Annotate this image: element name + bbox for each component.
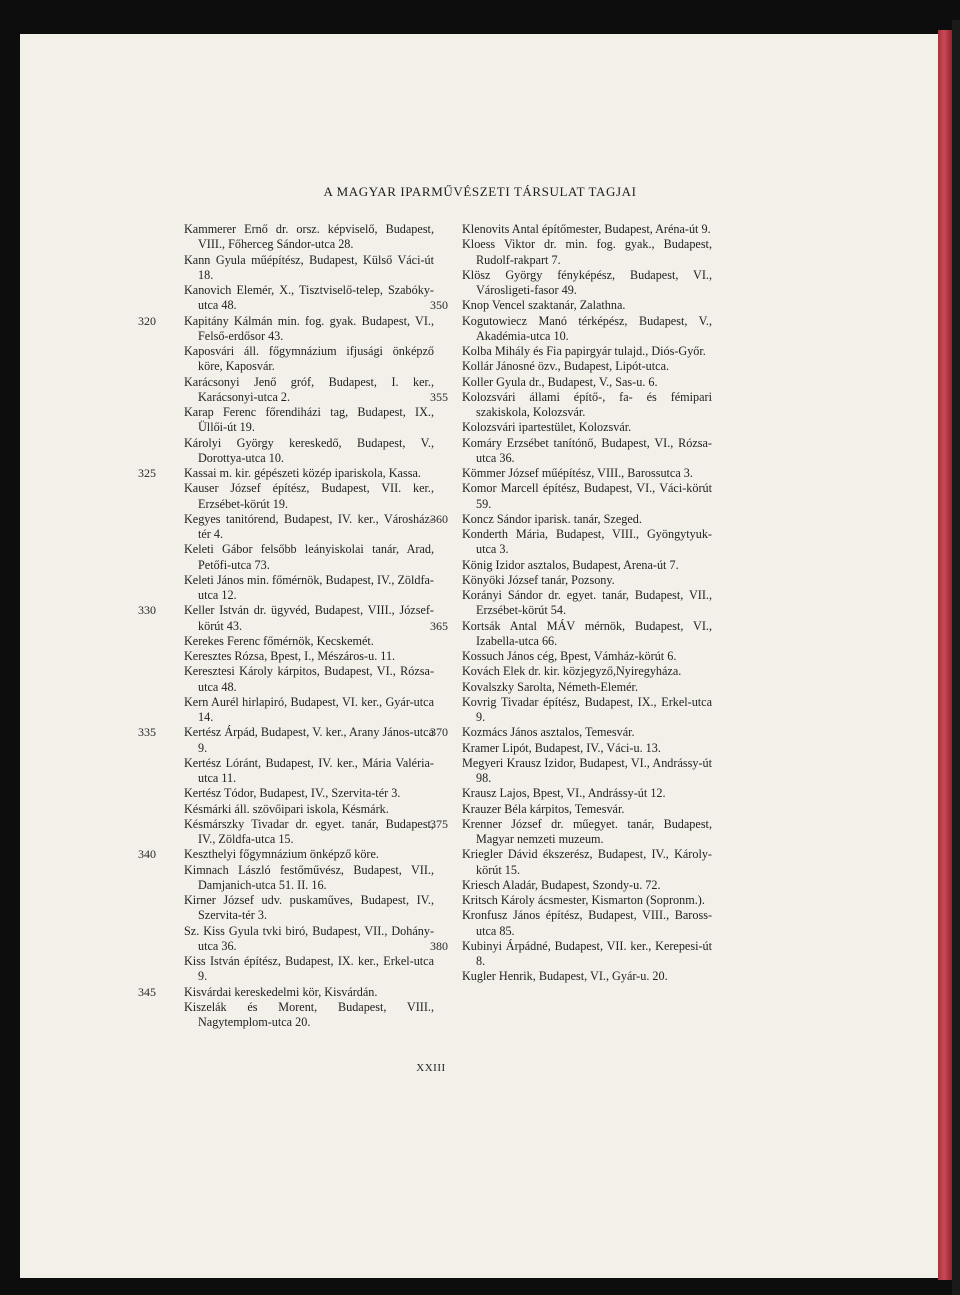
entry-number: 345: [138, 984, 156, 999]
entry-text: Kriesch Aladár, Budapest, Szondy-u. 72.: [462, 877, 661, 892]
entry-number: 355: [430, 389, 448, 404]
entry-text: Kramer Lipót, Budapest, IV., Váci-u. 13.: [462, 740, 661, 755]
entry-number: 375: [430, 816, 448, 831]
member-entry: [462, 588, 712, 619]
member-entry: [184, 542, 434, 573]
entry-number: 325: [138, 466, 156, 480]
entry-number: 340: [138, 847, 156, 862]
member-entry: [184, 817, 434, 848]
member-entry: [462, 695, 712, 726]
member-entry: [462, 466, 712, 481]
entry-text: Kovrig Tivadar építész, Budapest, IX., Erkel-utca 9.: [462, 694, 712, 724]
member-entry: [462, 847, 712, 878]
entry-text: Kirner József udv. puskaműves, Budapest, IV., Szervita-tér 3.: [184, 893, 434, 923]
member-entry: [462, 802, 712, 817]
entry-text: Megyeri Krausz Izidor, Budapest, VI., Andrássy-út 98.: [462, 755, 712, 785]
entry-text: Komáry Erzsébet tanítónő, Budapest, VI., Rózsa-utca 36.: [462, 435, 712, 465]
member-entry: [184, 863, 434, 894]
entry-text: Kaposvári áll. főgymnázium ifjusági önképző köre, Kaposvár.: [184, 344, 434, 374]
entry-text: Kauser József építész, Budapest, VII. ker., Erzsébet-körút 19.: [184, 481, 434, 511]
member-entry: [462, 908, 712, 939]
member-entry: [462, 314, 712, 345]
entry-text: Kogutowiecz Manó térképész, Budapest, V., Akadémia-utca 10.: [462, 313, 712, 343]
entry-text: Krenner József dr. műegyet. tanár, Budapest, Magyar nemzeti muzeum.: [462, 816, 712, 846]
member-entry: [462, 756, 712, 787]
entry-text: Kozmács János asztalos, Temesvár.: [462, 725, 635, 740]
entry-text: Kiszelák és Morent, Budapest, VIII., Nagytemplom-utca 20.: [184, 999, 434, 1029]
entry-text: Kegyes tanitórend, Budapest, IV. ker., Városház-tér 4.: [184, 511, 434, 541]
member-entry: [184, 802, 434, 817]
member-entry: [184, 253, 434, 284]
entry-text: Keleti Gábor felsőbb leányiskolai tanár, Arad, Petőfi-utca 73.: [184, 542, 434, 572]
member-entry: [462, 344, 712, 359]
entry-text: Kertész Tódor, Budapest, IV., Szervita-tér 3.: [184, 786, 401, 801]
entry-number: 370: [430, 725, 448, 740]
member-entry: [184, 695, 434, 726]
entry-text: Sz. Kiss Gyula tvki biró, Budapest, VII., Dohány-utca 36.: [184, 923, 434, 953]
member-entry: [462, 375, 712, 390]
entry-text: Krausz Lajos, Bpest, VI., Andrássy-út 12.: [462, 786, 666, 801]
member-entry: [184, 786, 434, 801]
member-entry: [138, 313, 434, 345]
member-entry: [184, 481, 434, 512]
entry-text: Kolba Mihály és Fia papirgyár tulajd., Diós-Győr.: [462, 344, 706, 358]
member-entry: [462, 969, 712, 984]
entry-text: Keleti János min. főmérnök, Budapest, IV., Zöldfa-utca 12.: [184, 572, 434, 602]
entry-text: Kanovich Elemér, X., Tisztviselő-telep, Szabóky-utca 48.: [184, 283, 434, 313]
member-entry: [138, 603, 434, 634]
entry-text: Koller Gyula dr., Budapest, V., Sas-u. 6.: [462, 374, 658, 389]
member-entry: [462, 268, 712, 299]
entry-text: Kritsch Károly ácsmester, Kismarton (Sopronm.).: [462, 893, 705, 907]
member-entry: [184, 512, 434, 543]
entry-text: Konderth Mária, Budapest, VIII., Gyöngytyuk-utca 3.: [462, 527, 712, 557]
entry-text: Krauzer Béla kárpitos, Temesvár.: [462, 801, 625, 816]
entry-number: 365: [430, 618, 448, 633]
member-entry: [184, 954, 434, 985]
entry-text: Kapitány Kálmán min. fog. gyak. Budapest, VI., Felső-erdősor 43.: [184, 313, 434, 343]
member-entry: [462, 420, 712, 435]
entry-text: Kossuch János cég, Bpest, Vámház-körút 6.: [462, 649, 677, 663]
entry-text: Kimnach László festőművész, Budapest, VII., Damjanich-utca 51. II. 16.: [184, 862, 434, 892]
entry-text: Kassai m. kir. gépészeti közép ipariskola, Kassa.: [184, 466, 421, 480]
entry-text: Knop Vencel szaktanár, Zalathna.: [462, 298, 626, 313]
member-entry: [462, 527, 712, 558]
entry-text: Kertész Árpád, Budapest, V. ker., Arany János-utca 9.: [184, 725, 434, 755]
entry-text: Kerekes Ferenc főmérnök, Kecskemét.: [184, 633, 374, 648]
entry-number: 330: [138, 603, 156, 618]
member-entry: [184, 634, 434, 649]
entry-text: König Izidor asztalos, Budapest, Arena-út 7.: [462, 557, 679, 572]
member-entry: [430, 511, 712, 527]
member-entry: [462, 680, 712, 695]
entry-text: Komor Marcell építész, Budapest, VI., Váci-körút 59.: [462, 481, 712, 511]
member-entry: [462, 664, 712, 679]
member-entry: [462, 649, 712, 664]
member-entry: [462, 786, 712, 801]
entry-number: 360: [430, 511, 448, 526]
book-edge-dark: [952, 20, 960, 1295]
entry-text: Kömmer József műépítész, VIII., Barossutca 3.: [462, 466, 693, 480]
member-entry: [184, 756, 434, 787]
entry-text: Keresztes Rózsa, Bpest, I., Mészáros-u. 11.: [184, 649, 396, 663]
entry-text: Kann Gyula műépítész, Budapest, Külső Váci-út 18.: [184, 252, 434, 282]
book-edge-red: [938, 30, 952, 1280]
member-entry: [462, 741, 712, 756]
entry-number: 350: [430, 298, 448, 313]
member-entry: [138, 725, 434, 756]
member-entry: [462, 573, 712, 588]
member-entry: [184, 405, 434, 436]
entry-text: Keszthelyi főgymnázium önképző köre.: [184, 847, 379, 862]
entry-text: Kortsák Antal MÁV mérnök, Budapest, VI., Izabella-utca 66.: [462, 618, 712, 648]
entry-text: Klenovits Antal építőmester, Budapest, Aréna-út 9.: [462, 222, 711, 236]
member-entry: [430, 389, 712, 421]
entry-text: Keller István dr. ügyvéd, Budapest, VIII., József-körút 43.: [184, 603, 434, 633]
member-entry: [430, 618, 712, 650]
entry-text: Koncz Sándor iparisk. tanár, Szeged.: [462, 511, 642, 526]
member-entry: [184, 893, 434, 924]
entry-text: Kisvárdai kereskedelmi kör, Kisvárdán.: [184, 984, 378, 999]
member-entry: [430, 725, 712, 740]
member-entry: [462, 237, 712, 268]
entry-text: Kovalszky Sarolta, Németh-Elemér.: [462, 679, 638, 694]
entry-text: Kovách Elek dr. kir. közjegyző,Nyiregyháza.: [462, 664, 682, 679]
entry-text: Kammerer Ernő dr. orsz. képviselő, Budapest, VIII., Főherceg Sándor-utca 28.: [184, 222, 434, 252]
member-entry: [462, 893, 712, 908]
member-entry: [138, 984, 434, 1000]
page-folio: XXIII: [416, 1062, 446, 1074]
page-header: A MAGYAR IPARMŰVÉSZETI TÁRSULAT TAGJAI: [323, 184, 637, 199]
member-entry: [184, 664, 434, 695]
entry-text: Klösz György fényképész, Budapest, VI., Városligeti-fasor 49.: [462, 267, 712, 297]
right-column: [430, 222, 712, 985]
entry-text: Kolozsvári állami építő-, fa- és fémipari szakiskola, Kolozsvár.: [462, 389, 712, 419]
member-entry: [184, 573, 434, 604]
member-entry: [462, 436, 712, 467]
entry-text: Karácsonyi Jenő gróf, Budapest, I. ker., Karácsonyi-utca 2.: [184, 374, 434, 404]
entry-text: Kern Aurél hirlapiró, Budapest, VI. ker., Gyár-utca 14.: [184, 694, 434, 724]
entry-text: Kronfusz János építész, Budapest, VIII., Baross-utca 85.: [462, 908, 712, 938]
entry-text: Korányi Sándor dr. egyet. tanár, Budapest, VII., Erzsébet-körút 54.: [462, 588, 712, 618]
member-entry: [462, 558, 712, 573]
entry-text: Kiss István építész, Budapest, IX. ker., Erkel-utca 9.: [184, 954, 434, 984]
entry-number: 380: [430, 938, 448, 953]
entry-text: Kugler Henrik, Budapest, VI., Gyár-u. 20.: [462, 969, 668, 984]
entry-text: Kertész Lóránt, Budapest, IV. ker., Mária Valéria-utca 11.: [184, 755, 434, 785]
member-entry: [462, 359, 712, 374]
entry-text: Kollár Jánosné özv., Budapest, Lipót-utca.: [462, 359, 670, 374]
member-entry: [184, 1000, 434, 1031]
member-entry: [184, 924, 434, 955]
entry-text: Keresztesi Károly kárpitos, Budapest, VI., Rózsa-utca 48.: [184, 664, 434, 694]
entry-text: Késmárki áll. szövőipari iskola, Késmárk.: [184, 801, 389, 816]
member-entry: [138, 466, 434, 481]
entry-text: Kloess Viktor dr. min. fog. gyak., Budapest, Rudolf-rakpart 7.: [462, 237, 712, 267]
member-entry: [184, 222, 434, 253]
member-entry: [184, 283, 434, 314]
member-entry: [430, 298, 712, 313]
entry-text: Kriegler Dávid ékszerész, Budapest, IV., Károly-körút 15.: [462, 847, 712, 877]
member-entry: [184, 649, 434, 664]
entry-text: Könyöki József tanár, Pozsony.: [462, 572, 615, 587]
left-column: [138, 222, 434, 1030]
member-entry: [430, 938, 712, 970]
member-entry: [462, 481, 712, 512]
member-entry: [462, 878, 712, 893]
member-entry: [184, 375, 434, 406]
entry-number: 335: [138, 725, 156, 740]
entry-text: Kubinyi Árpádné, Budapest, VII. ker., Kerepesi-út 8.: [462, 938, 712, 968]
entry-text: Kolozsvári ipartestület, Kolozsvár.: [462, 420, 632, 435]
entry-text: Károlyi György kereskedő, Budapest, V., Dorottya-utca 10.: [184, 435, 434, 465]
member-entry: [184, 344, 434, 375]
member-entry: [462, 222, 712, 237]
entry-text: Karap Ferenc főrendiházi tag, Budapest, IX., Üllői-út 19.: [184, 405, 434, 435]
entry-number: 320: [138, 313, 156, 328]
member-entry: [184, 436, 434, 467]
entry-text: Késmárszky Tivadar dr. egyet. tanár, Budapest, IV., Zöldfa-utca 15.: [184, 816, 434, 846]
member-entry: [430, 816, 712, 848]
member-entry: [138, 847, 434, 862]
